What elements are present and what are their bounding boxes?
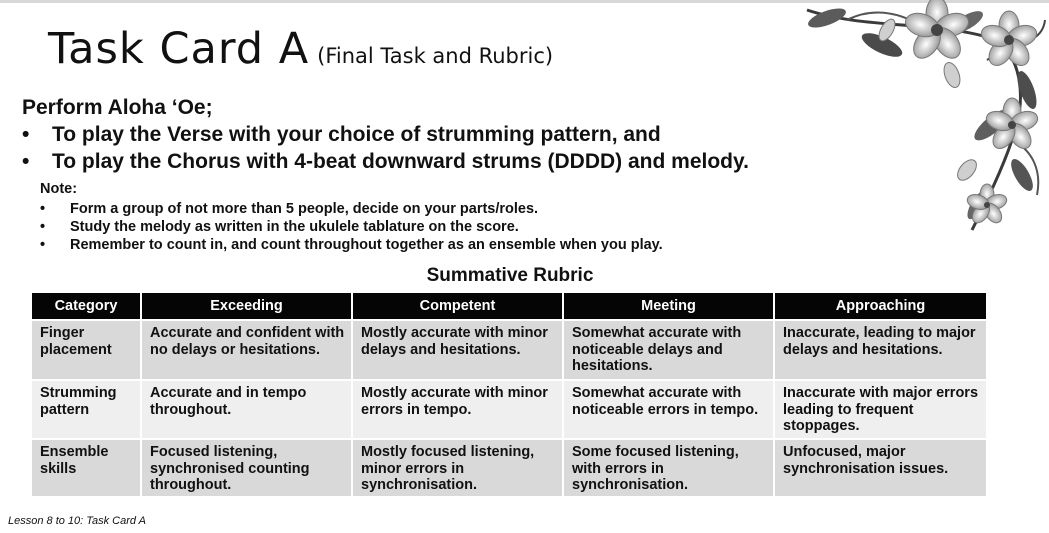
title-subtitle: (Final Task and Rubric) [317,44,554,68]
note-item: • Study the melody as written in the ukulele tablature on the score. [40,219,519,235]
table-cell: Somewhat accurate with noticeable errors in tempo. [563,380,774,439]
table-cell: Accurate and in tempo throughout. [141,380,352,439]
table-cell: Somewhat accurate with noticeable delays and hesitations. [563,320,774,380]
task-list [22,121,749,175]
header-meeting: Meeting [563,293,774,320]
header-category: Category [32,293,141,320]
table-cell: Unfocused, major synchronisation issues. [774,439,987,496]
table-cell: Mostly focused listening, minor errors in synchronisation. [352,439,563,496]
note-item: • Form a group of not more than 5 people, decide on your parts/roles. [40,201,539,217]
rubric-table [32,293,988,496]
note-list [40,200,663,254]
table-header-row [32,293,987,320]
table-cell: Inaccurate with major errors leading to frequent stoppages. [774,380,987,439]
table-row [32,380,987,439]
header-exceeding: Exceeding [141,293,352,320]
bullet: • [40,237,46,253]
bullet: • [22,123,30,146]
header-competent: Competent [352,293,563,320]
page-title [48,24,553,74]
table-cell: Ensemble skills [32,439,141,496]
table-cell: Strumming pattern [32,380,141,439]
bullet: • [40,219,46,235]
table-row [32,439,987,496]
title-main: Task Card A [48,24,310,74]
note-item: • Remember to count in, and count throughout together as an ensemble when you play. [40,237,663,253]
floral-corner-icon [787,0,1049,240]
table-cell: Focused listening, synchronised counting throughout. [141,439,352,496]
header-approaching: Approaching [774,293,987,320]
task-item: • To play the Verse with your choice of strumming pattern, and [22,123,661,146]
table-cell: Some focused listening, with errors in synchronisation. [563,439,774,496]
note-heading: Note: [40,181,78,197]
table-cell: Accurate and confident with no delays or hesitations. [141,320,352,380]
table-cell: Mostly accurate with minor errors in tempo. [352,380,563,439]
table-row [32,320,987,380]
bullet: • [40,201,46,217]
table-cell: Mostly accurate with minor delays and hesitations. [352,320,563,380]
table-cell: Inaccurate, leading to major delays and hesitations. [774,320,987,380]
rubric-title: Summative Rubric [426,265,594,286]
bullet: • [22,150,30,173]
task-item: • To play the Chorus with 4-beat downward strums (DDDD) and melody. [22,150,749,173]
task-heading: Perform Aloha ‘Oe; [22,96,213,119]
table-cell: Finger placement [32,320,141,380]
footer-caption: Lesson 8 to 10: Task Card A [8,515,146,527]
